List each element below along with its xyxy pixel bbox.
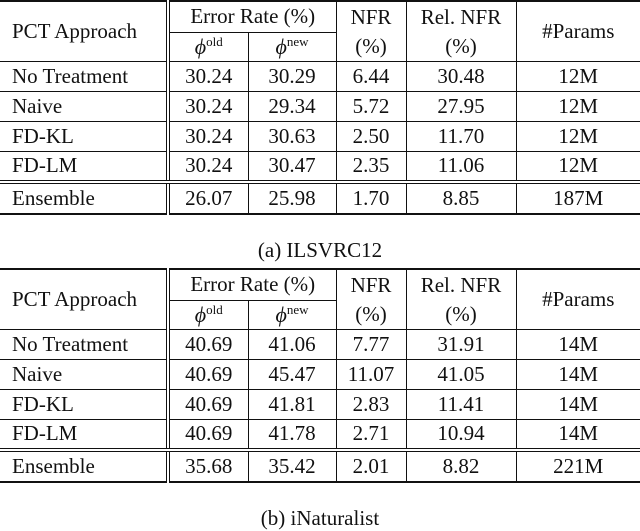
cell-rel-nfr: 8.82 — [406, 450, 516, 482]
cell-approach: No Treatment — [0, 61, 168, 91]
phi-symbol: ϕ — [194, 34, 207, 59]
table-caption: (a) ILSVRC12 — [257, 238, 383, 262]
cell-new: 41.06 — [248, 329, 336, 359]
phi-symbol: ϕ — [275, 302, 287, 327]
cell-new: 41.78 — [248, 419, 336, 450]
cell-rel-nfr: 8.85 — [406, 182, 516, 214]
header-nfr-unit: (%) — [336, 32, 406, 61]
cell-rel-nfr: 11.70 — [406, 121, 516, 151]
cell-new: 30.29 — [248, 61, 336, 91]
cell-rel-nfr: 31.91 — [406, 329, 516, 359]
results-table — [0, 268, 640, 483]
cell-old: 30.24 — [168, 121, 248, 151]
header-phi-new — [248, 32, 336, 61]
cell-new: 29.34 — [248, 91, 336, 121]
cell-nfr: 7.77 — [336, 329, 406, 359]
cell-rel-nfr: 11.41 — [406, 389, 516, 419]
table-row-ensemble — [0, 450, 640, 482]
header-rel-nfr: Rel. NFR — [406, 1, 516, 32]
cell-approach: Naive — [0, 359, 168, 389]
cell-new: 45.47 — [248, 359, 336, 389]
cell-old: 40.69 — [168, 419, 248, 450]
header-params: #Params — [516, 269, 640, 329]
cell-approach: No Treatment — [0, 329, 168, 359]
old-superscript: old — [206, 34, 223, 49]
cell-params: 12M — [516, 61, 640, 91]
table-row-ensemble — [0, 182, 640, 214]
cell-params: 12M — [516, 121, 640, 151]
cell-approach: Ensemble — [0, 182, 168, 214]
header-phi-old — [168, 32, 248, 61]
cell-old: 26.07 — [168, 182, 248, 214]
table-inaturalist — [0, 268, 640, 483]
cell-rel-nfr: 11.06 — [406, 151, 516, 182]
header-phi-new — [248, 300, 336, 329]
cell-nfr: 1.70 — [336, 182, 406, 214]
table-ilsvrc12 — [0, 0, 640, 215]
cell-nfr: 2.71 — [336, 419, 406, 450]
cell-nfr: 6.44 — [336, 61, 406, 91]
table-row — [0, 329, 640, 359]
table-row — [0, 359, 640, 389]
phi-symbol: ϕ — [194, 302, 207, 327]
header-rel-nfr-unit: (%) — [406, 32, 516, 61]
old-superscript: old — [206, 302, 223, 317]
cell-params: 187M — [516, 182, 640, 214]
new-superscript: new — [286, 302, 309, 317]
cell-params: 12M — [516, 151, 640, 182]
table-row — [0, 389, 640, 419]
cell-params: 14M — [516, 419, 640, 450]
cell-nfr: 2.50 — [336, 121, 406, 151]
new-superscript: new — [286, 34, 309, 49]
cell-rel-nfr: 10.94 — [406, 419, 516, 450]
cell-rel-nfr: 41.05 — [406, 359, 516, 389]
cell-approach: FD-LM — [0, 151, 168, 182]
results-table — [0, 0, 640, 215]
cell-nfr: 2.35 — [336, 151, 406, 182]
header-phi-old — [168, 300, 248, 329]
table-caption: (b) iNaturalist — [260, 506, 380, 530]
cell-old: 30.24 — [168, 61, 248, 91]
cell-old: 30.24 — [168, 91, 248, 121]
table-row — [0, 121, 640, 151]
cell-approach: FD-LM — [0, 419, 168, 450]
cell-nfr: 5.72 — [336, 91, 406, 121]
cell-nfr: 11.07 — [336, 359, 406, 389]
cell-params: 14M — [516, 359, 640, 389]
cell-nfr: 2.83 — [336, 389, 406, 419]
header-rel-nfr-unit: (%) — [406, 300, 516, 329]
header-nfr-unit: (%) — [336, 300, 406, 329]
cell-params: 221M — [516, 450, 640, 482]
cell-old: 35.68 — [168, 450, 248, 482]
cell-new: 41.81 — [248, 389, 336, 419]
table-row — [0, 151, 640, 182]
cell-approach: Naive — [0, 91, 168, 121]
cell-nfr: 2.01 — [336, 450, 406, 482]
cell-approach: Ensemble — [0, 450, 168, 482]
cell-new: 30.47 — [248, 151, 336, 182]
table-row — [0, 91, 640, 121]
header-rel-nfr: Rel. NFR — [406, 269, 516, 300]
header-nfr: NFR — [336, 1, 406, 32]
cell-params: 14M — [516, 389, 640, 419]
header-approach: PCT Approach — [0, 1, 168, 61]
cell-old: 40.69 — [168, 359, 248, 389]
header-nfr: NFR — [336, 269, 406, 300]
cell-approach: FD-KL — [0, 121, 168, 151]
cell-rel-nfr: 27.95 — [406, 91, 516, 121]
header-params: #Params — [516, 1, 640, 61]
cell-old: 30.24 — [168, 151, 248, 182]
cell-params: 14M — [516, 329, 640, 359]
cell-new: 35.42 — [248, 450, 336, 482]
cell-old: 40.69 — [168, 389, 248, 419]
header-approach: PCT Approach — [0, 269, 168, 329]
phi-symbol: ϕ — [275, 34, 287, 59]
table-row — [0, 419, 640, 450]
cell-new: 30.63 — [248, 121, 336, 151]
header-error-rate: Error Rate (%) — [168, 269, 336, 300]
cell-params: 12M — [516, 91, 640, 121]
cell-new: 25.98 — [248, 182, 336, 214]
header-error-rate: Error Rate (%) — [168, 1, 336, 32]
cell-rel-nfr: 30.48 — [406, 61, 516, 91]
table-row — [0, 61, 640, 91]
cell-approach: FD-KL — [0, 389, 168, 419]
cell-old: 40.69 — [168, 329, 248, 359]
